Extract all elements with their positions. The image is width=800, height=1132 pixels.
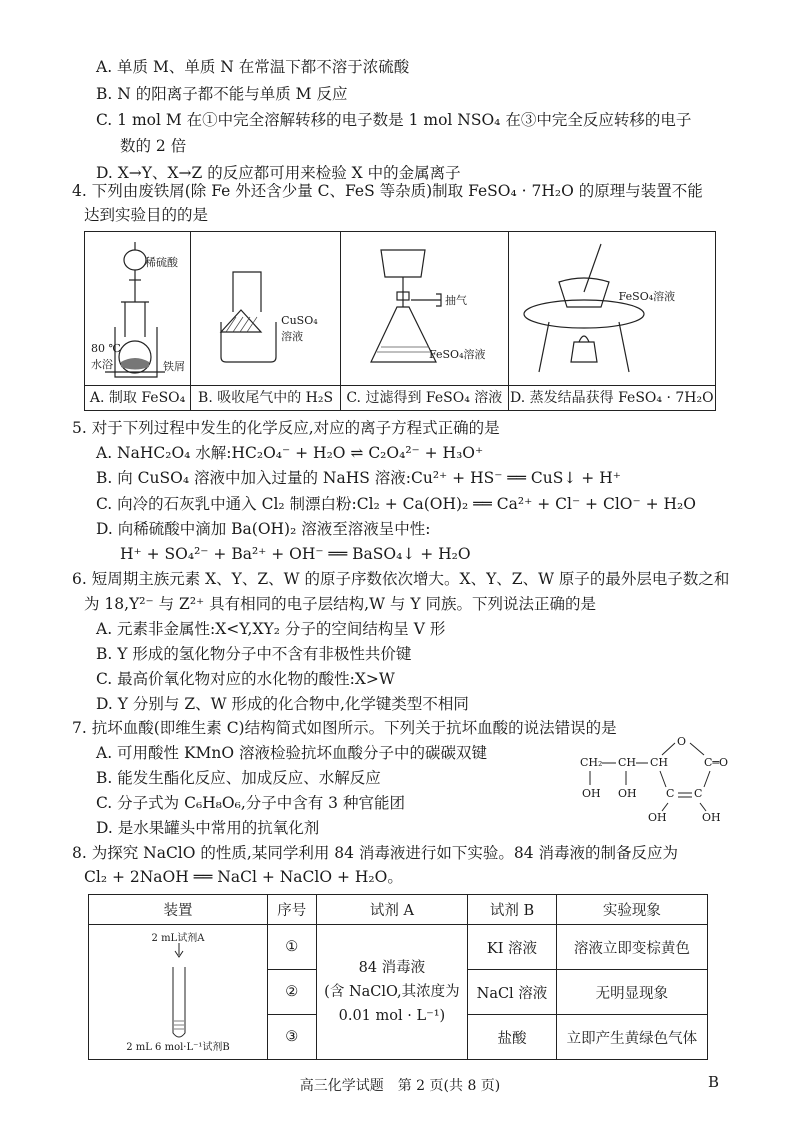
q6-option-c: C. 最高价氧化物对应的水化物的酸性:X>W [96, 670, 395, 688]
q7-option-a: A. 可用酸性 KMnO 溶液检验抗坏血酸分子中的碳碳双键 [96, 744, 488, 762]
apparatus-c-diagram [341, 232, 509, 387]
q7-option-c: C. 分子式为 C₆H₈O₆,分子中含有 3 种官能团 [96, 794, 405, 812]
struct-ch2: CH₂ [580, 756, 603, 769]
apparatus-b-diagram [191, 232, 341, 387]
q5-option-d-line2: H⁺ + SO₄²⁻ + Ba²⁺ + OH⁻ ══ BaSO₄↓ + H₂O [120, 545, 471, 563]
row2-phenomenon: 无明显现象 [556, 970, 707, 1015]
struct-oh-4: OH [702, 811, 721, 824]
row3-number: ③ [267, 1015, 316, 1060]
header-apparatus: 装置 [89, 895, 268, 925]
header-reagent-b: 试剂 B [468, 895, 556, 925]
struct-oh-3: OH [648, 811, 667, 824]
apparatus-bottom-label: 2 mL 6 mol·L⁻¹试剂B [126, 1042, 230, 1053]
struct-ch: CH [618, 756, 637, 769]
apparatus-cell [89, 925, 268, 1060]
caption-c: C. 过滤得到 FeSO₄ 溶液 [341, 385, 508, 410]
struct-c-o: C═O [704, 756, 729, 769]
q6-option-a: A. 元素非金属性:X<Y,XY₂ 分子的空间结构呈 V 形 [96, 620, 446, 638]
q4-cell-d [508, 232, 715, 411]
q6-option-d: D. Y 分别与 Z、W 形成的化合物中,化学键类型不相同 [96, 695, 469, 713]
struct-ch-ring: CH [650, 756, 669, 769]
q5-option-a: A. NaHC₂O₄ 水解:HC₂O₄⁻ + H₂O ⇌ C₂O₄²⁻ + H₃O⁺ [96, 444, 484, 462]
label-feso4-c: FeSO₄溶液 [428, 348, 486, 361]
paper-version: B [708, 1073, 720, 1091]
q8-stem-line2: Cl₂ + 2NaOH ══ NaCl + NaClO + H₂O。 [84, 868, 403, 886]
struct-o-ring: O [677, 735, 687, 748]
q8-stem-line1: 8. 为探究 NaClO 的性质,某同学利用 84 消毒液进行如下实验。84 消毒液的制备反应为 [72, 844, 679, 862]
q3-option-b: B. N 的阳离子都不能与单质 M 反应 [96, 85, 348, 103]
test-tube-diagram [89, 941, 269, 1041]
q3-option-d: D. X→Y、X→Z 的反应都可用来检验 X 中的金属离子 [96, 164, 461, 182]
q4-cell-c [340, 232, 508, 411]
struct-oh-1: OH [582, 787, 601, 800]
q4-apparatus-table [84, 231, 716, 411]
row1-reagent-b: KI 溶液 [468, 925, 556, 970]
ascorbic-acid-structure [580, 735, 740, 825]
caption-d: D. 蒸发结晶获得 FeSO₄ · 7H₂O [509, 385, 715, 410]
q5-option-c: C. 向冷的石灰乳中通入 Cl₂ 制漂白粉:Cl₂ + Ca(OH)₂ ══ Ca²⁺ + Cl⁻ + ClO⁻ + H₂O [96, 495, 696, 513]
q4-cell-a [85, 232, 191, 411]
row3-phenomenon: 立即产生黄绿色气体 [556, 1015, 707, 1060]
row1-phenomenon: 溶液立即变棕黄色 [556, 925, 707, 970]
label-dilute-acid: 稀硫酸 [145, 256, 178, 269]
label-temp: 80 ℃ [91, 342, 121, 355]
q3-option-a: A. 单质 M、单质 N 在常温下都不溶于浓硫酸 [96, 58, 410, 76]
row2-reagent-b: NaCl 溶液 [468, 970, 556, 1015]
caption-b: B. 吸收尾气中的 H₂S [191, 385, 340, 410]
q3-option-c-line2: 数的 2 倍 [120, 137, 187, 155]
header-number: 序号 [267, 895, 316, 925]
q5-option-d-line1: D. 向稀硫酸中滴加 Ba(OH)₂ 溶液至溶液呈中性: [96, 520, 431, 538]
q8-experiment-table [88, 894, 708, 1060]
row1-number: ① [267, 925, 316, 970]
apparatus-top-label: 2 mL试剂A [151, 933, 205, 944]
reagent-a-cell [316, 925, 468, 1060]
label-feso4-d: FeSO₄溶液 [618, 290, 676, 303]
q4-stem-line1: 4. 下列由废铁屑(除 Fe 外还含少量 C、FeS 等杂质)制取 FeSO₄ · 7H₂O 的原理与装置不能 [72, 182, 703, 200]
q7-option-b: B. 能发生酯化反应、加成反应、水解反应 [96, 769, 381, 787]
q5-option-b: B. 向 CuSO₄ 溶液中加入过量的 NaHS 溶液:Cu²⁺ + HS⁻ ══ CuS↓ + H⁺ [96, 469, 621, 487]
q7-option-d: D. 是水果罐头中常用的抗氧化剂 [96, 819, 320, 837]
struct-c2: C [694, 787, 703, 800]
label-iron-scrap: 铁屑 [163, 360, 185, 373]
row2-number: ② [267, 970, 316, 1015]
page-footer: 高三化学试题 第 2 页(共 8 页) [299, 1078, 501, 1094]
q5-stem: 5. 对于下列过程中发生的化学反应,对应的离子方程式正确的是 [72, 419, 500, 437]
q4-stem-line2: 达到实验目的的是 [84, 206, 209, 224]
q7-stem: 7. 抗坏血酸(即维生素 C)结构简式如图所示。下列关于抗坏血酸的说法错误的是 [72, 719, 617, 737]
struct-oh-2: OH [618, 787, 637, 800]
q3-option-c-line1: C. 1 mol M 在①中完全溶解转移的电子数是 1 mol NSO₄ 在③中完全反应转移的电子 [96, 111, 692, 129]
struct-c1: C [666, 787, 675, 800]
label-solution: 溶液 [281, 330, 304, 343]
label-suction: 抽气 [444, 294, 467, 307]
q6-stem-line1: 6. 短周期主族元素 X、Y、Z、W 的原子序数依次增大。X、Y、Z、W 原子的最外层电子数之和 [72, 570, 730, 588]
header-phenomenon: 实验现象 [556, 895, 707, 925]
q4-cell-b [191, 232, 341, 411]
reagent-a-line3: 0.01 mol · L⁻¹) [338, 1008, 446, 1024]
reagent-a-line2: (含 NaClO,其浓度为 [324, 984, 460, 1000]
row3-reagent-b: 盐酸 [468, 1015, 556, 1060]
label-water-bath: 水浴 [91, 358, 113, 371]
apparatus-d-diagram [509, 232, 717, 387]
reagent-a-line1: 84 消毒液 [358, 960, 426, 976]
header-reagent-a: 试剂 A [316, 895, 468, 925]
q6-option-b: B. Y 形成的氢化物分子中不含有非极性共价键 [96, 645, 412, 663]
q6-stem-line2: 为 18,Y²⁻ 与 Z²⁺ 具有相同的电子层结构,W 与 Y 同族。下列说法正确的是 [84, 595, 597, 613]
label-cuso4: CuSO₄ [281, 314, 318, 327]
caption-a: A. 制取 FeSO₄ [85, 385, 190, 410]
